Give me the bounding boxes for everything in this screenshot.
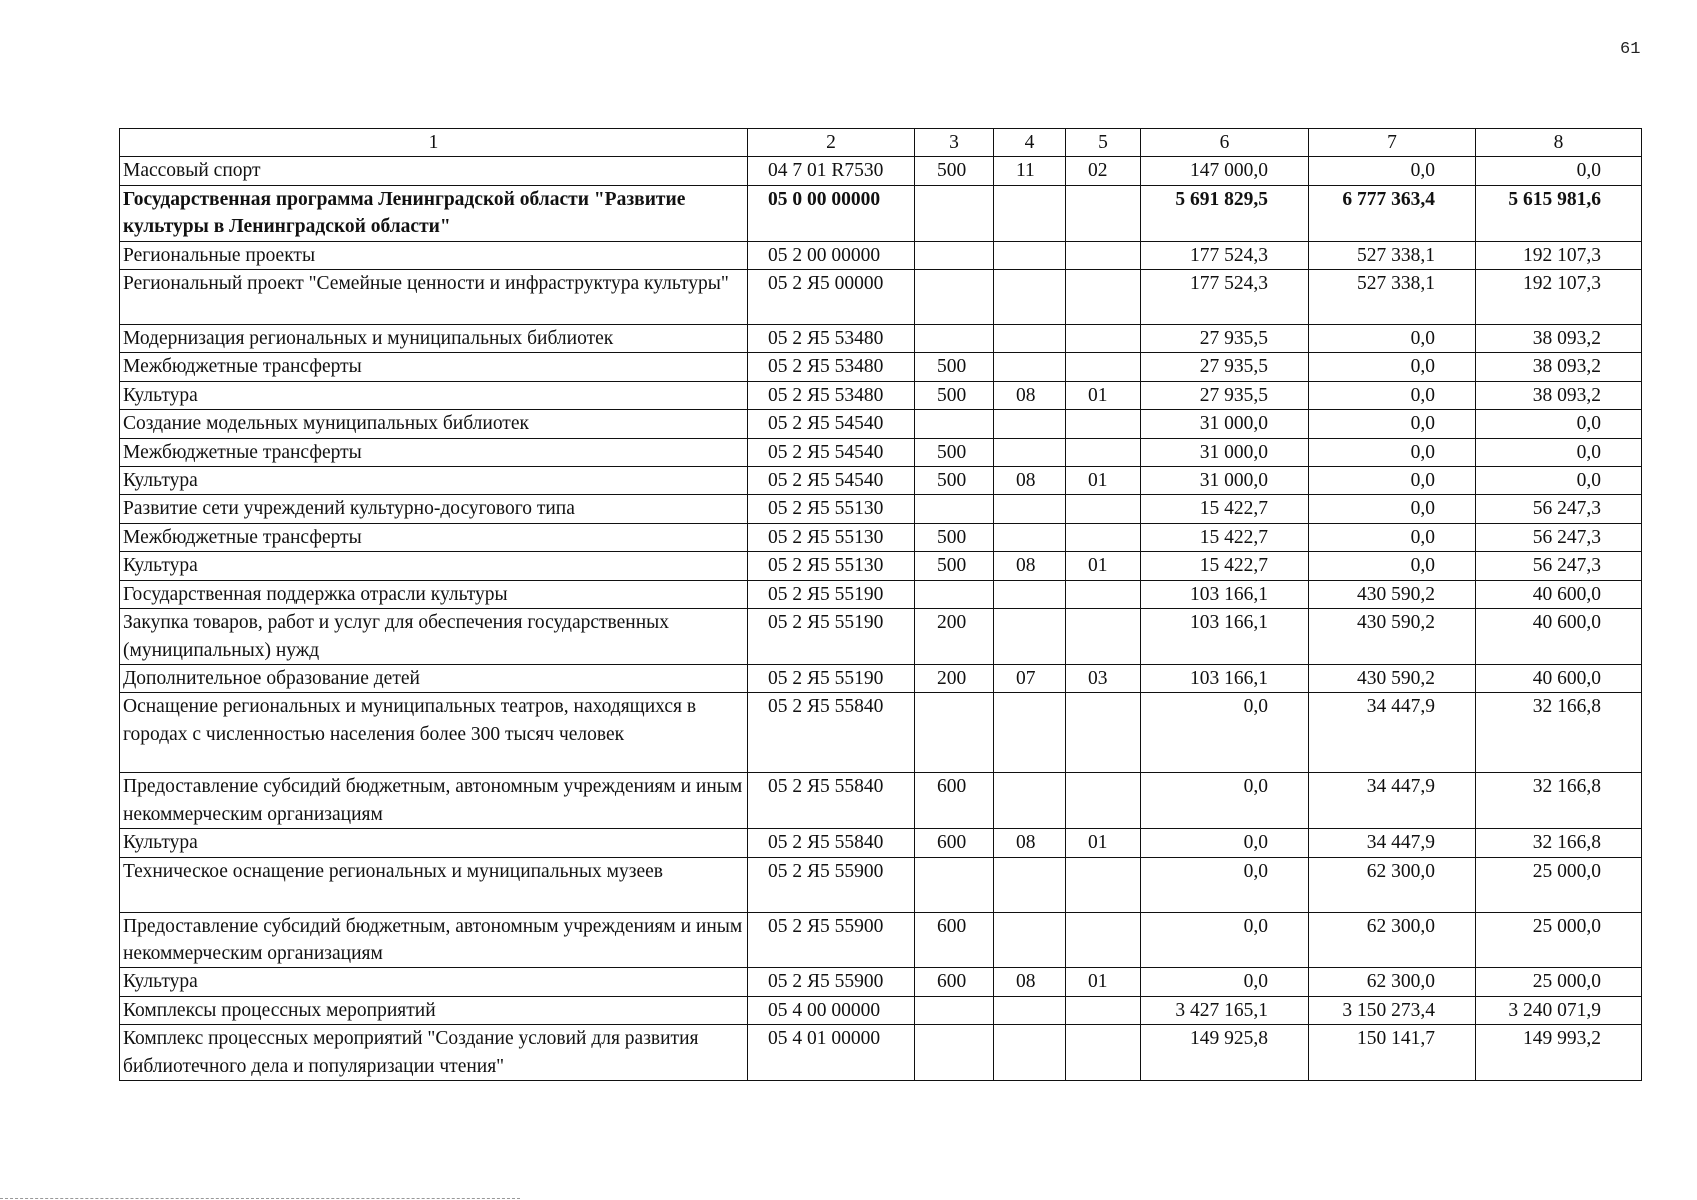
row-col3-cell: 500: [915, 381, 994, 409]
row-value7-cell: 3 150 273,4: [1309, 996, 1476, 1024]
row-value6-cell: 0,0: [1141, 773, 1309, 829]
row-col3-cell: 500: [915, 438, 994, 466]
row-value8-cell: 0,0: [1476, 157, 1642, 185]
row-name-cell: Государственная поддержка отрасли культуры: [120, 580, 748, 608]
row-col5-cell: [1066, 410, 1141, 438]
row-col5-cell: [1066, 495, 1141, 523]
page-number: 61: [1620, 40, 1641, 59]
row-name-cell: Культура: [120, 467, 748, 495]
row-col4-cell: 07: [994, 664, 1066, 692]
row-col4-cell: [994, 185, 1066, 241]
row-value8-cell: 56 247,3: [1476, 495, 1642, 523]
row-name-cell: Региональный проект "Семейные ценности и инфраструктура культуры": [120, 270, 748, 325]
header-row: [120, 129, 1642, 157]
table-row: [120, 857, 1642, 912]
row-col4-cell: [994, 325, 1066, 353]
row-code-cell: 05 2 Я5 54540: [748, 410, 915, 438]
row-value6-cell: 31 000,0: [1141, 438, 1309, 466]
table-row: [120, 968, 1642, 996]
row-value7-cell: 0,0: [1309, 410, 1476, 438]
row-value6-cell: 0,0: [1141, 857, 1309, 912]
table-row: [120, 693, 1642, 773]
row-col5-cell: [1066, 773, 1141, 829]
row-col4-cell: [994, 270, 1066, 325]
row-code-cell: 05 2 Я5 55190: [748, 664, 915, 692]
column-header: 5: [1066, 129, 1141, 157]
column-header: 2: [748, 129, 915, 157]
row-code-cell: 05 2 Я5 55840: [748, 829, 915, 857]
table-row: [120, 523, 1642, 551]
table-row: [120, 829, 1642, 857]
row-col3-cell: 500: [915, 353, 994, 381]
row-col5-cell: 01: [1066, 552, 1141, 580]
row-value6-cell: 103 166,1: [1141, 664, 1309, 692]
row-col5-cell: 01: [1066, 968, 1141, 996]
row-col4-cell: [994, 353, 1066, 381]
row-value8-cell: 32 166,8: [1476, 693, 1642, 773]
row-col3-cell: [915, 185, 994, 241]
row-col3-cell: 500: [915, 157, 994, 185]
row-value8-cell: 192 107,3: [1476, 270, 1642, 325]
row-value6-cell: 149 925,8: [1141, 1025, 1309, 1081]
row-name-cell: Развитие сети учреждений культурно-досугового типа: [120, 495, 748, 523]
row-col5-cell: [1066, 353, 1141, 381]
row-value6-cell: 15 422,7: [1141, 495, 1309, 523]
row-value6-cell: 27 935,5: [1141, 381, 1309, 409]
row-col4-cell: [994, 857, 1066, 912]
row-value6-cell: 0,0: [1141, 693, 1309, 773]
row-value7-cell: 430 590,2: [1309, 664, 1476, 692]
row-value7-cell: 0,0: [1309, 467, 1476, 495]
row-value7-cell: 527 338,1: [1309, 270, 1476, 325]
row-col5-cell: [1066, 1025, 1141, 1081]
row-code-cell: 05 2 Я5 55900: [748, 968, 915, 996]
row-col3-cell: 200: [915, 609, 994, 665]
row-name-cell: Комплекс процессных мероприятий "Создание условий для развития библиотечного дела и популяризации чтения": [120, 1025, 748, 1081]
row-col5-cell: [1066, 438, 1141, 466]
row-col3-cell: [915, 996, 994, 1024]
row-value7-cell: 527 338,1: [1309, 241, 1476, 269]
row-value6-cell: 5 691 829,5: [1141, 185, 1309, 241]
row-col4-cell: [994, 438, 1066, 466]
column-header: 8: [1476, 129, 1642, 157]
row-col5-cell: [1066, 325, 1141, 353]
row-col5-cell: [1066, 185, 1141, 241]
row-value8-cell: 38 093,2: [1476, 325, 1642, 353]
table-row: [120, 609, 1642, 665]
row-code-cell: 05 2 Я5 53480: [748, 325, 915, 353]
row-value7-cell: 0,0: [1309, 523, 1476, 551]
table-row: [120, 157, 1642, 185]
row-value7-cell: 34 447,9: [1309, 773, 1476, 829]
row-value8-cell: 5 615 981,6: [1476, 185, 1642, 241]
column-header: 7: [1309, 129, 1476, 157]
row-col5-cell: [1066, 857, 1141, 912]
row-col3-cell: 600: [915, 773, 994, 829]
row-col3-cell: [915, 580, 994, 608]
column-header: 3: [915, 129, 994, 157]
row-col5-cell: [1066, 523, 1141, 551]
row-col4-cell: [994, 912, 1066, 968]
row-col4-cell: [994, 1025, 1066, 1081]
row-col3-cell: [915, 270, 994, 325]
column-header: 4: [994, 129, 1066, 157]
row-value7-cell: 6 777 363,4: [1309, 185, 1476, 241]
row-code-cell: 05 2 Я5 55840: [748, 773, 915, 829]
row-col3-cell: 500: [915, 523, 994, 551]
row-value6-cell: 177 524,3: [1141, 241, 1309, 269]
row-value7-cell: 34 447,9: [1309, 693, 1476, 773]
row-value7-cell: 62 300,0: [1309, 912, 1476, 968]
row-value6-cell: 15 422,7: [1141, 523, 1309, 551]
row-value8-cell: 40 600,0: [1476, 609, 1642, 665]
row-name-cell: Межбюджетные трансферты: [120, 438, 748, 466]
table-body: [120, 157, 1642, 1081]
row-col4-cell: [994, 241, 1066, 269]
row-col4-cell: [994, 410, 1066, 438]
table-row: [120, 438, 1642, 466]
row-col4-cell: 08: [994, 467, 1066, 495]
row-code-cell: 05 2 Я5 54540: [748, 467, 915, 495]
row-name-cell: Межбюджетные трансферты: [120, 523, 748, 551]
row-code-cell: 05 2 Я5 55900: [748, 912, 915, 968]
row-code-cell: 05 2 Я5 55840: [748, 693, 915, 773]
row-value6-cell: 147 000,0: [1141, 157, 1309, 185]
row-value7-cell: 0,0: [1309, 325, 1476, 353]
row-value6-cell: 103 166,1: [1141, 580, 1309, 608]
row-value8-cell: 3 240 071,9: [1476, 996, 1642, 1024]
row-value7-cell: 430 590,2: [1309, 609, 1476, 665]
row-code-cell: 05 2 Я5 53480: [748, 381, 915, 409]
table-row: [120, 325, 1642, 353]
row-col3-cell: [915, 325, 994, 353]
table-row: [120, 1025, 1642, 1081]
row-value8-cell: 25 000,0: [1476, 968, 1642, 996]
row-value7-cell: 34 447,9: [1309, 829, 1476, 857]
row-col5-cell: [1066, 241, 1141, 269]
row-col5-cell: [1066, 912, 1141, 968]
table-row: [120, 912, 1642, 968]
row-value8-cell: 192 107,3: [1476, 241, 1642, 269]
row-col5-cell: [1066, 270, 1141, 325]
table-row: [120, 580, 1642, 608]
row-value7-cell: 150 141,7: [1309, 1025, 1476, 1081]
row-col4-cell: [994, 523, 1066, 551]
row-value8-cell: 0,0: [1476, 410, 1642, 438]
row-value8-cell: 0,0: [1476, 467, 1642, 495]
row-value8-cell: 32 166,8: [1476, 829, 1642, 857]
row-value6-cell: 103 166,1: [1141, 609, 1309, 665]
row-col3-cell: [915, 1025, 994, 1081]
row-value8-cell: 32 166,8: [1476, 773, 1642, 829]
table-row: [120, 664, 1642, 692]
row-col5-cell: 03: [1066, 664, 1141, 692]
table-row: [120, 552, 1642, 580]
row-name-cell: Предоставление субсидий бюджетным, автономным учреждениям и иным некоммерческим организациям: [120, 912, 748, 968]
row-name-cell: Комплексы процессных мероприятий: [120, 996, 748, 1024]
table-row: [120, 996, 1642, 1024]
budget-table: [119, 128, 1642, 1081]
scan-edge-line: [0, 1198, 520, 1199]
row-col4-cell: 08: [994, 381, 1066, 409]
table-row: [120, 241, 1642, 269]
row-col5-cell: [1066, 580, 1141, 608]
row-value7-cell: 0,0: [1309, 157, 1476, 185]
row-value6-cell: 15 422,7: [1141, 552, 1309, 580]
row-name-cell: Техническое оснащение региональных и муниципальных музеев: [120, 857, 748, 912]
row-value6-cell: 3 427 165,1: [1141, 996, 1309, 1024]
row-col3-cell: 200: [915, 664, 994, 692]
row-col4-cell: [994, 609, 1066, 665]
row-value8-cell: 40 600,0: [1476, 580, 1642, 608]
row-value6-cell: 31 000,0: [1141, 410, 1309, 438]
row-col4-cell: 08: [994, 968, 1066, 996]
row-value8-cell: 38 093,2: [1476, 353, 1642, 381]
row-value7-cell: 0,0: [1309, 381, 1476, 409]
row-code-cell: 04 7 01 R7530: [748, 157, 915, 185]
row-value7-cell: 430 590,2: [1309, 580, 1476, 608]
row-value7-cell: 0,0: [1309, 438, 1476, 466]
row-code-cell: 05 2 Я5 00000: [748, 270, 915, 325]
row-name-cell: Государственная программа Ленинградской области "Развитие культуры в Ленинградской области": [120, 185, 748, 241]
table-row: [120, 270, 1642, 325]
row-code-cell: 05 2 Я5 55130: [748, 523, 915, 551]
row-value8-cell: 149 993,2: [1476, 1025, 1642, 1081]
table-row: [120, 410, 1642, 438]
row-value8-cell: 56 247,3: [1476, 552, 1642, 580]
row-value7-cell: 0,0: [1309, 353, 1476, 381]
table-row: [120, 773, 1642, 829]
row-col5-cell: [1066, 609, 1141, 665]
row-value7-cell: 62 300,0: [1309, 857, 1476, 912]
row-col3-cell: 500: [915, 467, 994, 495]
row-code-cell: 05 4 01 00000: [748, 1025, 915, 1081]
row-col3-cell: [915, 410, 994, 438]
row-name-cell: Культура: [120, 552, 748, 580]
row-col3-cell: [915, 495, 994, 523]
row-col5-cell: 02: [1066, 157, 1141, 185]
row-col4-cell: 11: [994, 157, 1066, 185]
row-col3-cell: 600: [915, 829, 994, 857]
row-col4-cell: [994, 693, 1066, 773]
row-value6-cell: 0,0: [1141, 829, 1309, 857]
row-value6-cell: 0,0: [1141, 968, 1309, 996]
row-col3-cell: 600: [915, 912, 994, 968]
row-col4-cell: [994, 495, 1066, 523]
row-value8-cell: 38 093,2: [1476, 381, 1642, 409]
table-row: [120, 467, 1642, 495]
row-col5-cell: [1066, 996, 1141, 1024]
row-value8-cell: 25 000,0: [1476, 857, 1642, 912]
row-col3-cell: [915, 241, 994, 269]
table-row: [120, 381, 1642, 409]
row-code-cell: 05 2 Я5 54540: [748, 438, 915, 466]
row-value8-cell: 25 000,0: [1476, 912, 1642, 968]
row-name-cell: Предоставление субсидий бюджетным, автономным учреждениям и иным некоммерческим организациям: [120, 773, 748, 829]
row-name-cell: Дополнительное образование детей: [120, 664, 748, 692]
row-col3-cell: 500: [915, 552, 994, 580]
row-value8-cell: 56 247,3: [1476, 523, 1642, 551]
row-name-cell: Региональные проекты: [120, 241, 748, 269]
row-value7-cell: 0,0: [1309, 552, 1476, 580]
row-col4-cell: [994, 773, 1066, 829]
row-col3-cell: [915, 857, 994, 912]
table-row: [120, 185, 1642, 241]
row-name-cell: Культура: [120, 381, 748, 409]
row-code-cell: 05 2 Я5 55190: [748, 580, 915, 608]
row-value6-cell: 0,0: [1141, 912, 1309, 968]
row-value7-cell: 62 300,0: [1309, 968, 1476, 996]
row-value8-cell: 0,0: [1476, 438, 1642, 466]
row-name-cell: Модернизация региональных и муниципальных библиотек: [120, 325, 748, 353]
row-col3-cell: 600: [915, 968, 994, 996]
row-value7-cell: 0,0: [1309, 495, 1476, 523]
row-value6-cell: 27 935,5: [1141, 325, 1309, 353]
row-name-cell: Массовый спорт: [120, 157, 748, 185]
row-name-cell: Культура: [120, 829, 748, 857]
row-col4-cell: 08: [994, 552, 1066, 580]
row-code-cell: 05 2 Я5 55130: [748, 552, 915, 580]
row-col4-cell: [994, 580, 1066, 608]
row-col5-cell: [1066, 693, 1141, 773]
row-value6-cell: 27 935,5: [1141, 353, 1309, 381]
row-col5-cell: 01: [1066, 829, 1141, 857]
column-header: 6: [1141, 129, 1309, 157]
row-col5-cell: 01: [1066, 467, 1141, 495]
table-row: [120, 495, 1642, 523]
row-col4-cell: [994, 996, 1066, 1024]
row-value8-cell: 40 600,0: [1476, 664, 1642, 692]
row-code-cell: 05 2 Я5 55190: [748, 609, 915, 665]
row-col3-cell: [915, 693, 994, 773]
row-name-cell: Оснащение региональных и муниципальных театров, находящихся в городах с численностью населения более 300 тысяч человек: [120, 693, 748, 773]
row-col4-cell: 08: [994, 829, 1066, 857]
row-code-cell: 05 2 Я5 55130: [748, 495, 915, 523]
row-name-cell: Закупка товаров, работ и услуг для обеспечения государственных (муниципальных) нужд: [120, 609, 748, 665]
row-col5-cell: 01: [1066, 381, 1141, 409]
row-code-cell: 05 4 00 00000: [748, 996, 915, 1024]
row-value6-cell: 177 524,3: [1141, 270, 1309, 325]
table-row: [120, 353, 1642, 381]
row-value6-cell: 31 000,0: [1141, 467, 1309, 495]
row-name-cell: Культура: [120, 968, 748, 996]
row-code-cell: 05 2 00 00000: [748, 241, 915, 269]
column-header: 1: [120, 129, 748, 157]
row-name-cell: Создание модельных муниципальных библиотек: [120, 410, 748, 438]
row-code-cell: 05 2 Я5 55900: [748, 857, 915, 912]
row-code-cell: 05 2 Я5 53480: [748, 353, 915, 381]
row-name-cell: Межбюджетные трансферты: [120, 353, 748, 381]
row-code-cell: 05 0 00 00000: [748, 185, 915, 241]
